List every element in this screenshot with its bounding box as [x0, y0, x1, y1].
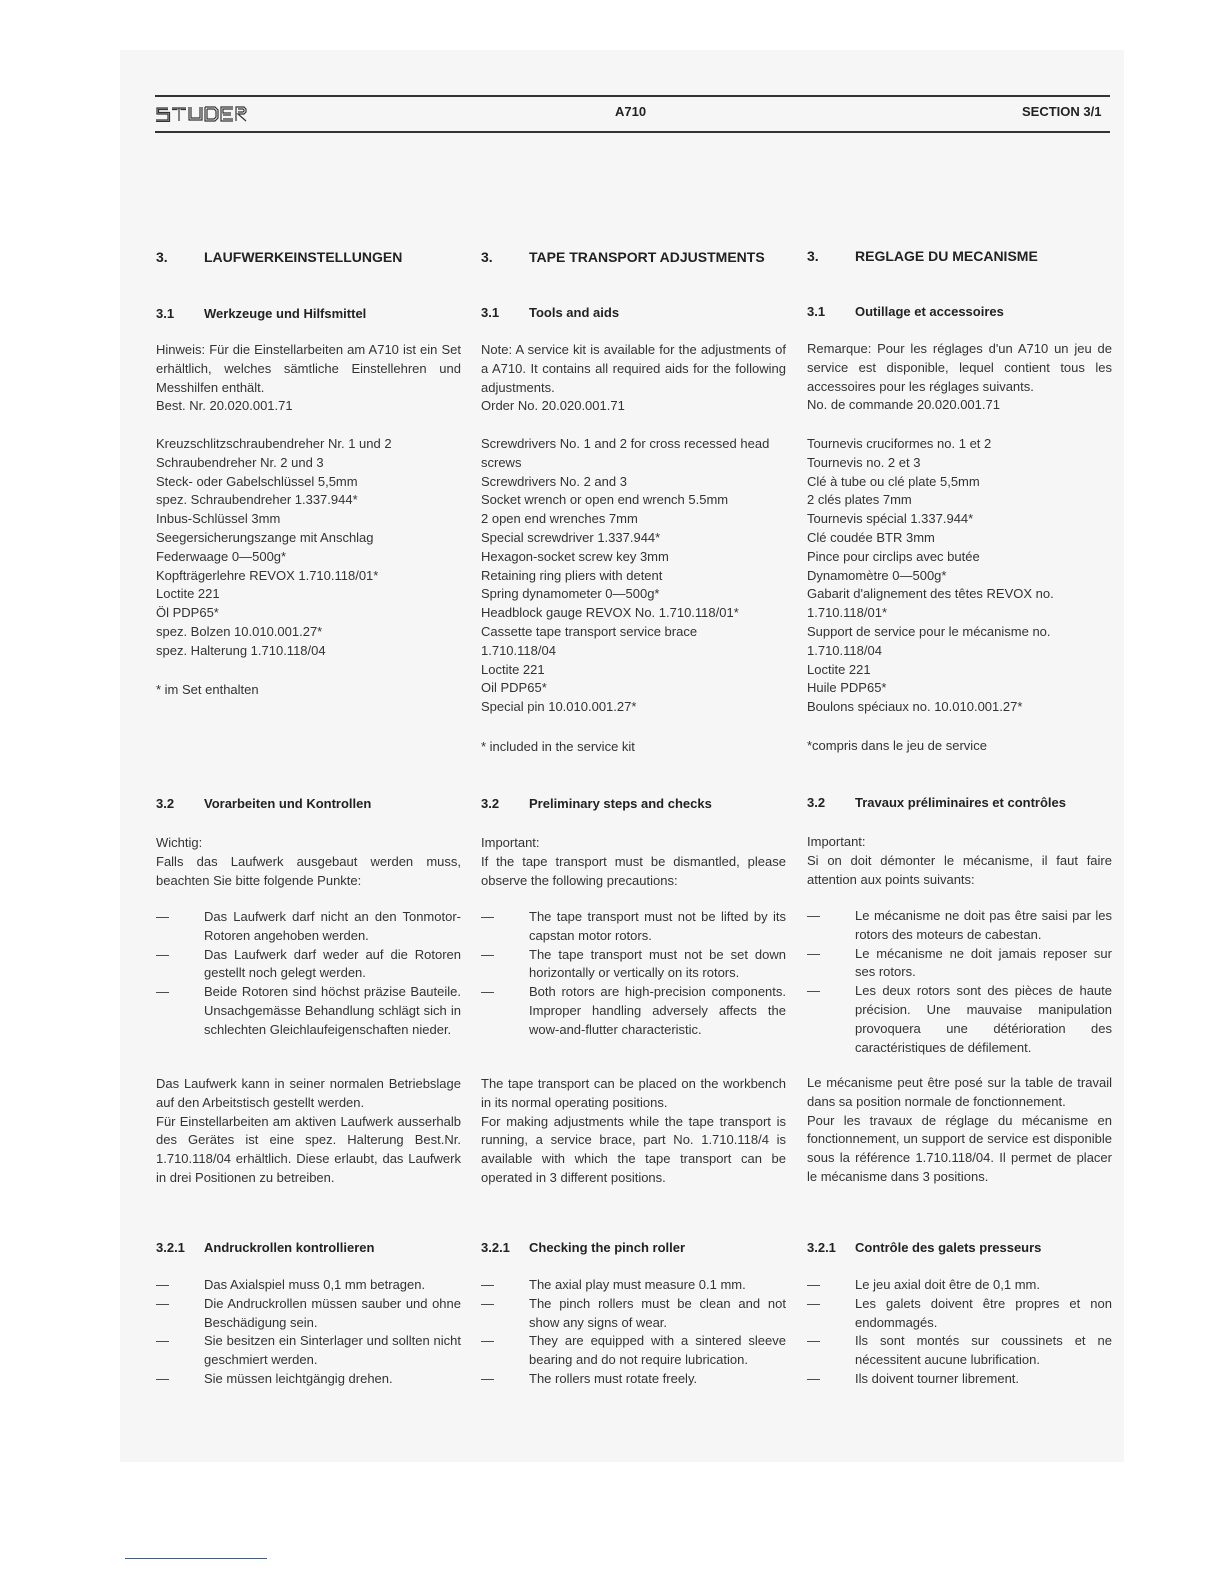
list-item-text: The tape transport must not be lifted by its capstan motor rotors. [529, 909, 786, 943]
list-item: 1.710.118/01* [807, 605, 887, 621]
fr-s321-heading [807, 1240, 1041, 1255]
list-item: 2 open end wrenches 7mm [481, 511, 638, 527]
list-item: Kopfträgerlehre REVOX 1.710.118/01* [156, 567, 379, 583]
list-item [807, 1276, 1112, 1295]
de-precautions [156, 908, 461, 1040]
paragraph: The tape transport can be placed on the workbench in its normal operating positions. [481, 1076, 786, 1110]
list-item-text: Le mécanisme ne doit jamais reposer sur ses rotors. [855, 945, 1112, 980]
list-item: 1.710.118/04 [807, 642, 882, 658]
fr-important-text: Si on doit démonter le mécanisme, il faut faire attention aux points suivants: [807, 852, 1112, 887]
list-item [807, 907, 1112, 945]
de-important-label: Wichtig: [156, 835, 203, 850]
list-item [481, 1332, 786, 1370]
list-item: Inbus-Schlüssel 3mm [156, 511, 281, 527]
list-item-text: Ils doivent tourner librement. [855, 1370, 1020, 1386]
fr-important [807, 833, 1112, 889]
list-item [156, 1276, 461, 1295]
en-s321-number: 3.2.1 [481, 1240, 510, 1255]
en-s32-heading [481, 796, 712, 811]
dash-bullet: — [481, 1333, 494, 1349]
list-item [481, 946, 786, 984]
fr-placement [807, 1074, 1112, 1187]
fr-pinch-list [807, 1276, 1112, 1389]
list-item-text: Die Andruckrollen müssen sauber und ohne Beschädigung sein. [204, 1295, 461, 1330]
list-item: Dynamomètre 0—500g* [807, 567, 947, 583]
dash-bullet: — [156, 1295, 169, 1311]
de-title-text: LAUFWERKEINSTELLUNGEN [204, 249, 403, 265]
en-placement [481, 1075, 786, 1188]
en-title [481, 249, 765, 265]
list-item: spez. Halterung 1.710.118/04 [156, 642, 326, 658]
list-item-text: Ils sont montés sur coussinets et ne nécessitent aucune lubrification. [855, 1333, 1112, 1368]
list-item: Cassette tape transport service brace [481, 623, 698, 639]
dash-bullet: — [807, 1370, 820, 1386]
studer-logo-mark [155, 106, 247, 122]
list-item: Kreuzschlitzschraubendreher Nr. 1 und 2 [156, 436, 392, 451]
de-important-text: Falls das Laufwerk ausgebaut werden muss, beachten Sie bitte folgende Punkte: [156, 853, 461, 888]
dash-bullet: — [807, 1277, 820, 1292]
list-item [156, 1295, 461, 1333]
list-item: spez. Schraubendreher 1.337.944* [156, 492, 358, 508]
list-item: Headblock gauge REVOX No. 1.710.118/01* [481, 605, 739, 621]
en-s31-number: 3.1 [481, 305, 500, 320]
list-item-text: Sie besitzen ein Sinterlager und sollten nicht geschmiert werden. [204, 1333, 461, 1368]
list-item [156, 908, 461, 946]
list-item: Retaining ring pliers with detent [481, 567, 663, 583]
list-item [481, 908, 786, 946]
fr-s321-number: 3.2.1 [807, 1240, 836, 1255]
list-item: Support de service pour le mécanisme no. [807, 623, 1051, 639]
de-s321-heading [156, 1240, 374, 1255]
list-item: Tournevis spécial 1.337.944* [807, 511, 974, 527]
list-item: Spring dynamometer 0—500g* [481, 586, 660, 602]
list-item-text: Das Laufwerk darf weder auf die Rotoren gestellt noch gelegt werden. [204, 946, 461, 981]
list-item: Tournevis no. 2 et 3 [807, 454, 921, 470]
list-item-text: Le mécanisme ne doit pas être saisi par les rotors des moteurs de cabestan. [855, 908, 1112, 942]
dash-bullet: — [807, 983, 820, 999]
dash-bullet: — [807, 1333, 820, 1349]
list-item: Clé à tube ou clé plate 5,5mm [807, 473, 980, 489]
section-label: SECTION 3/1 [1022, 104, 1102, 119]
en-precautions [481, 908, 786, 1040]
list-item [807, 945, 1112, 983]
list-item: Schraubendreher Nr. 2 und 3 [156, 454, 324, 470]
de-s321-number: 3.2.1 [156, 1240, 185, 1255]
fr-s321-text: Contrôle des galets presseurs [855, 1240, 1042, 1255]
dash-bullet: — [156, 1277, 169, 1292]
list-item-text: The pinch rollers must be clean and not show any signs of wear. [529, 1295, 786, 1330]
de-placement [156, 1075, 461, 1188]
list-item-text: Das Axialspiel muss 0,1 mm betragen. [204, 1277, 426, 1292]
paragraph: Pour les travaux de réglage du mécanisme en fonctionnement, un support de service est disponible sous la référence 1.710.118/04. Il permet de placer le mécanisme dans 3 positions. [807, 1112, 1112, 1184]
fr-title [807, 248, 1038, 264]
fr-s31-text: Outillage et accessoires [855, 304, 1004, 319]
list-item [807, 982, 1112, 1057]
list-item-text: Beide Rotoren sind höchst präzise Bauteile. Unsachgemässe Behandlung schlägt sich in schlechten Gleichlaufeigenschaften nieder. [204, 984, 461, 1037]
en-pinch-list [481, 1276, 786, 1389]
fr-tools-list [807, 435, 1112, 717]
list-item: Loctite 221 [481, 661, 545, 677]
list-item: Socket wrench or open end wrench 5.5mm [481, 492, 729, 508]
header-bottom-rule [155, 131, 1110, 133]
studer-logo [155, 106, 247, 127]
list-item [156, 983, 461, 1039]
list-item: 1.710.118/04 [481, 642, 556, 658]
list-item: Pince pour circlips avec butée [807, 548, 980, 564]
en-s32-text: Preliminary steps and checks [529, 796, 712, 811]
en-important-label: Important: [481, 835, 540, 850]
dash-bullet: — [807, 945, 820, 961]
de-order-number: Best. Nr. 20.020.001.71 [156, 398, 293, 414]
list-item-text: Les deux rotors sont des pièces de haute précision. Une mauvaise manipulation provoquera une détérioration des caractéristiques de défilement. [855, 983, 1112, 1055]
en-title-number: 3. [481, 249, 493, 265]
dash-bullet: — [481, 1295, 494, 1311]
list-item [807, 1370, 1112, 1389]
dash-bullet: — [481, 909, 494, 924]
fr-title-number: 3. [807, 248, 819, 264]
list-item: Steck- oder Gabelschlüssel 5,5mm [156, 473, 358, 489]
fr-s32-number: 3.2 [807, 795, 826, 810]
fr-s31-number: 3.1 [807, 304, 826, 319]
en-s321-heading [481, 1240, 685, 1255]
de-note [156, 341, 461, 416]
list-item-text: Les galets doivent être propres et non endommagés. [855, 1295, 1112, 1330]
de-title [156, 249, 402, 265]
list-item [807, 1295, 1112, 1333]
en-kit-note: * included in the service kit [481, 739, 635, 754]
en-tools-list [481, 435, 786, 717]
fr-note-text: Remarque: Pour les réglages d'un A710 un jeu de service est disponible, lequel contient tous les accessoires pour les réglages suivants. [807, 341, 1112, 394]
dash-bullet: — [156, 984, 169, 1000]
list-item-text: They are equipped with a sintered sleeve bearing and do not require lubrication. [529, 1333, 786, 1368]
de-s32-heading [156, 796, 371, 811]
dash-bullet: — [481, 946, 494, 962]
en-s321-text: Checking the pinch roller [529, 1240, 686, 1255]
list-item: Öl PDP65* [156, 605, 219, 621]
list-item: Screwdrivers No. 2 and 3 [481, 473, 627, 489]
dash-bullet: — [481, 984, 494, 1000]
list-item-text: Le jeu axial doit être de 0,1 mm. [855, 1277, 1040, 1292]
list-item: Seegersicherungszange mit Anschlag [156, 529, 374, 545]
en-important-text: If the tape transport must be dismantled, please observe the following precautions: [481, 853, 786, 888]
en-s32-number: 3.2 [481, 796, 500, 811]
fr-s32-heading [807, 795, 1066, 810]
de-s32-number: 3.2 [156, 796, 175, 811]
model-label: A710 [615, 104, 647, 119]
fr-kit-note: *compris dans le jeu de service [807, 738, 987, 753]
dash-bullet: — [481, 1277, 494, 1292]
list-item: Boulons spéciaux no. 10.010.001.27* [807, 699, 1023, 715]
list-item [156, 946, 461, 984]
en-order-number: Order No. 20.020.001.71 [481, 398, 625, 414]
dash-bullet: — [156, 1333, 169, 1349]
list-item: Loctite 221 [807, 661, 871, 677]
list-item: spez. Bolzen 10.010.001.27* [156, 623, 323, 639]
list-item: Oil PDP65* [481, 680, 547, 696]
list-item: Clé coudée BTR 3mm [807, 529, 935, 545]
list-item [481, 1295, 786, 1333]
list-item-text: Both rotors are high-precision components. Improper handling adversely affects the wow-and-flutter characteristic. [529, 984, 786, 1037]
en-s31-text: Tools and aids [529, 305, 620, 320]
de-s31-text: Werkzeuge und Hilfsmittel [204, 306, 367, 321]
list-item [156, 1332, 461, 1370]
list-item: Tournevis cruciformes no. 1 et 2 [807, 436, 992, 451]
de-kit-note: * im Set enthalten [156, 682, 259, 697]
paragraph: For making adjustments while the tape transport is running, a service brace, part No. 1.710.118/4 is available with which the tape transport can be operated in 3 different positions. [481, 1113, 786, 1185]
de-s31-number: 3.1 [156, 306, 175, 321]
list-item: Loctite 221 [156, 586, 220, 602]
de-important [156, 834, 461, 890]
dash-bullet: — [481, 1370, 494, 1386]
fr-note [807, 340, 1112, 415]
en-important [481, 834, 786, 890]
fr-important-label: Important: [807, 834, 866, 849]
de-tools-list [156, 435, 461, 661]
paragraph: Le mécanisme peut être posé sur la table de travail dans sa position normale de fonctionnement. [807, 1075, 1112, 1109]
de-note-text: Hinweis: Für die Einstellarbeiten am A710 ist ein Set erhältlich, welches sämtliche Einstellehren und Messhilfen enthält. [156, 342, 461, 395]
list-item [156, 1370, 461, 1389]
list-item-text: The axial play must measure 0.1 mm. [529, 1277, 746, 1292]
en-note-text: Note: A service kit is available for the adjustments of a A710. It contains all required aids for the following adjustments. [481, 342, 786, 395]
paragraph: Das Laufwerk kann in seiner normalen Betriebslage auf den Arbeitstisch gestellt werden. [156, 1076, 461, 1110]
list-item-text: Das Laufwerk darf nicht an den Tonmotor-Rotoren angehoben werden. [204, 909, 461, 943]
fr-order-number: No. de commande 20.020.001.71 [807, 397, 1000, 413]
dash-bullet: — [156, 1370, 169, 1386]
de-title-number: 3. [156, 249, 168, 265]
dash-bullet: — [807, 1295, 820, 1311]
fr-s32-text: Travaux préliminaires et contrôles [855, 795, 1066, 810]
de-s31-heading [156, 306, 366, 321]
list-item-text: The tape transport must not be set down horizontally or vertically on its rotors. [529, 946, 786, 981]
paragraph: Für Einstellarbeiten am aktiven Laufwerk ausserhalb des Gerätes ist eine spez. Halterung Best.Nr. 1.710.118/04 erhältlich. Diese erlaubt, das Laufwerk in drei Positionen zu betreiben. [156, 1113, 461, 1185]
list-item: Special pin 10.010.001.27* [481, 699, 637, 715]
list-item [481, 983, 786, 1039]
en-note [481, 341, 786, 416]
list-item: Gabarit d'alignement des têtes REVOX no. [807, 586, 1054, 602]
list-item: Huile PDP65* [807, 680, 887, 696]
dash-bullet: — [156, 946, 169, 962]
fr-s31-heading [807, 304, 1004, 319]
list-item-text: The rollers must rotate freely. [529, 1370, 698, 1386]
list-item [481, 1276, 786, 1295]
en-s31-heading [481, 305, 619, 320]
list-item: Special screwdriver 1.337.944* [481, 529, 661, 545]
de-s321-text: Andruckrollen kontrollieren [204, 1240, 375, 1255]
list-item: 2 clés plates 7mm [807, 492, 912, 508]
fr-precautions [807, 907, 1112, 1057]
list-item [807, 1332, 1112, 1370]
en-title-text: TAPE TRANSPORT ADJUSTMENTS [529, 249, 765, 265]
list-item: Hexagon-socket screw key 3mm [481, 548, 669, 564]
fr-title-text: REGLAGE DU MECANISME [855, 248, 1038, 264]
de-s32-text: Vorarbeiten und Kontrollen [204, 796, 372, 811]
footer-rule [125, 1558, 267, 1559]
list-item: Federwaage 0—500g* [156, 548, 287, 564]
list-item-text: Sie müssen leichtgängig drehen. [204, 1370, 393, 1386]
dash-bullet: — [807, 908, 820, 923]
de-pinch-list [156, 1276, 461, 1389]
header-top-rule [155, 95, 1110, 97]
dash-bullet: — [156, 909, 169, 924]
list-item: Screwdrivers No. 1 and 2 for cross recessed head screws [481, 436, 770, 470]
list-item [481, 1370, 786, 1389]
